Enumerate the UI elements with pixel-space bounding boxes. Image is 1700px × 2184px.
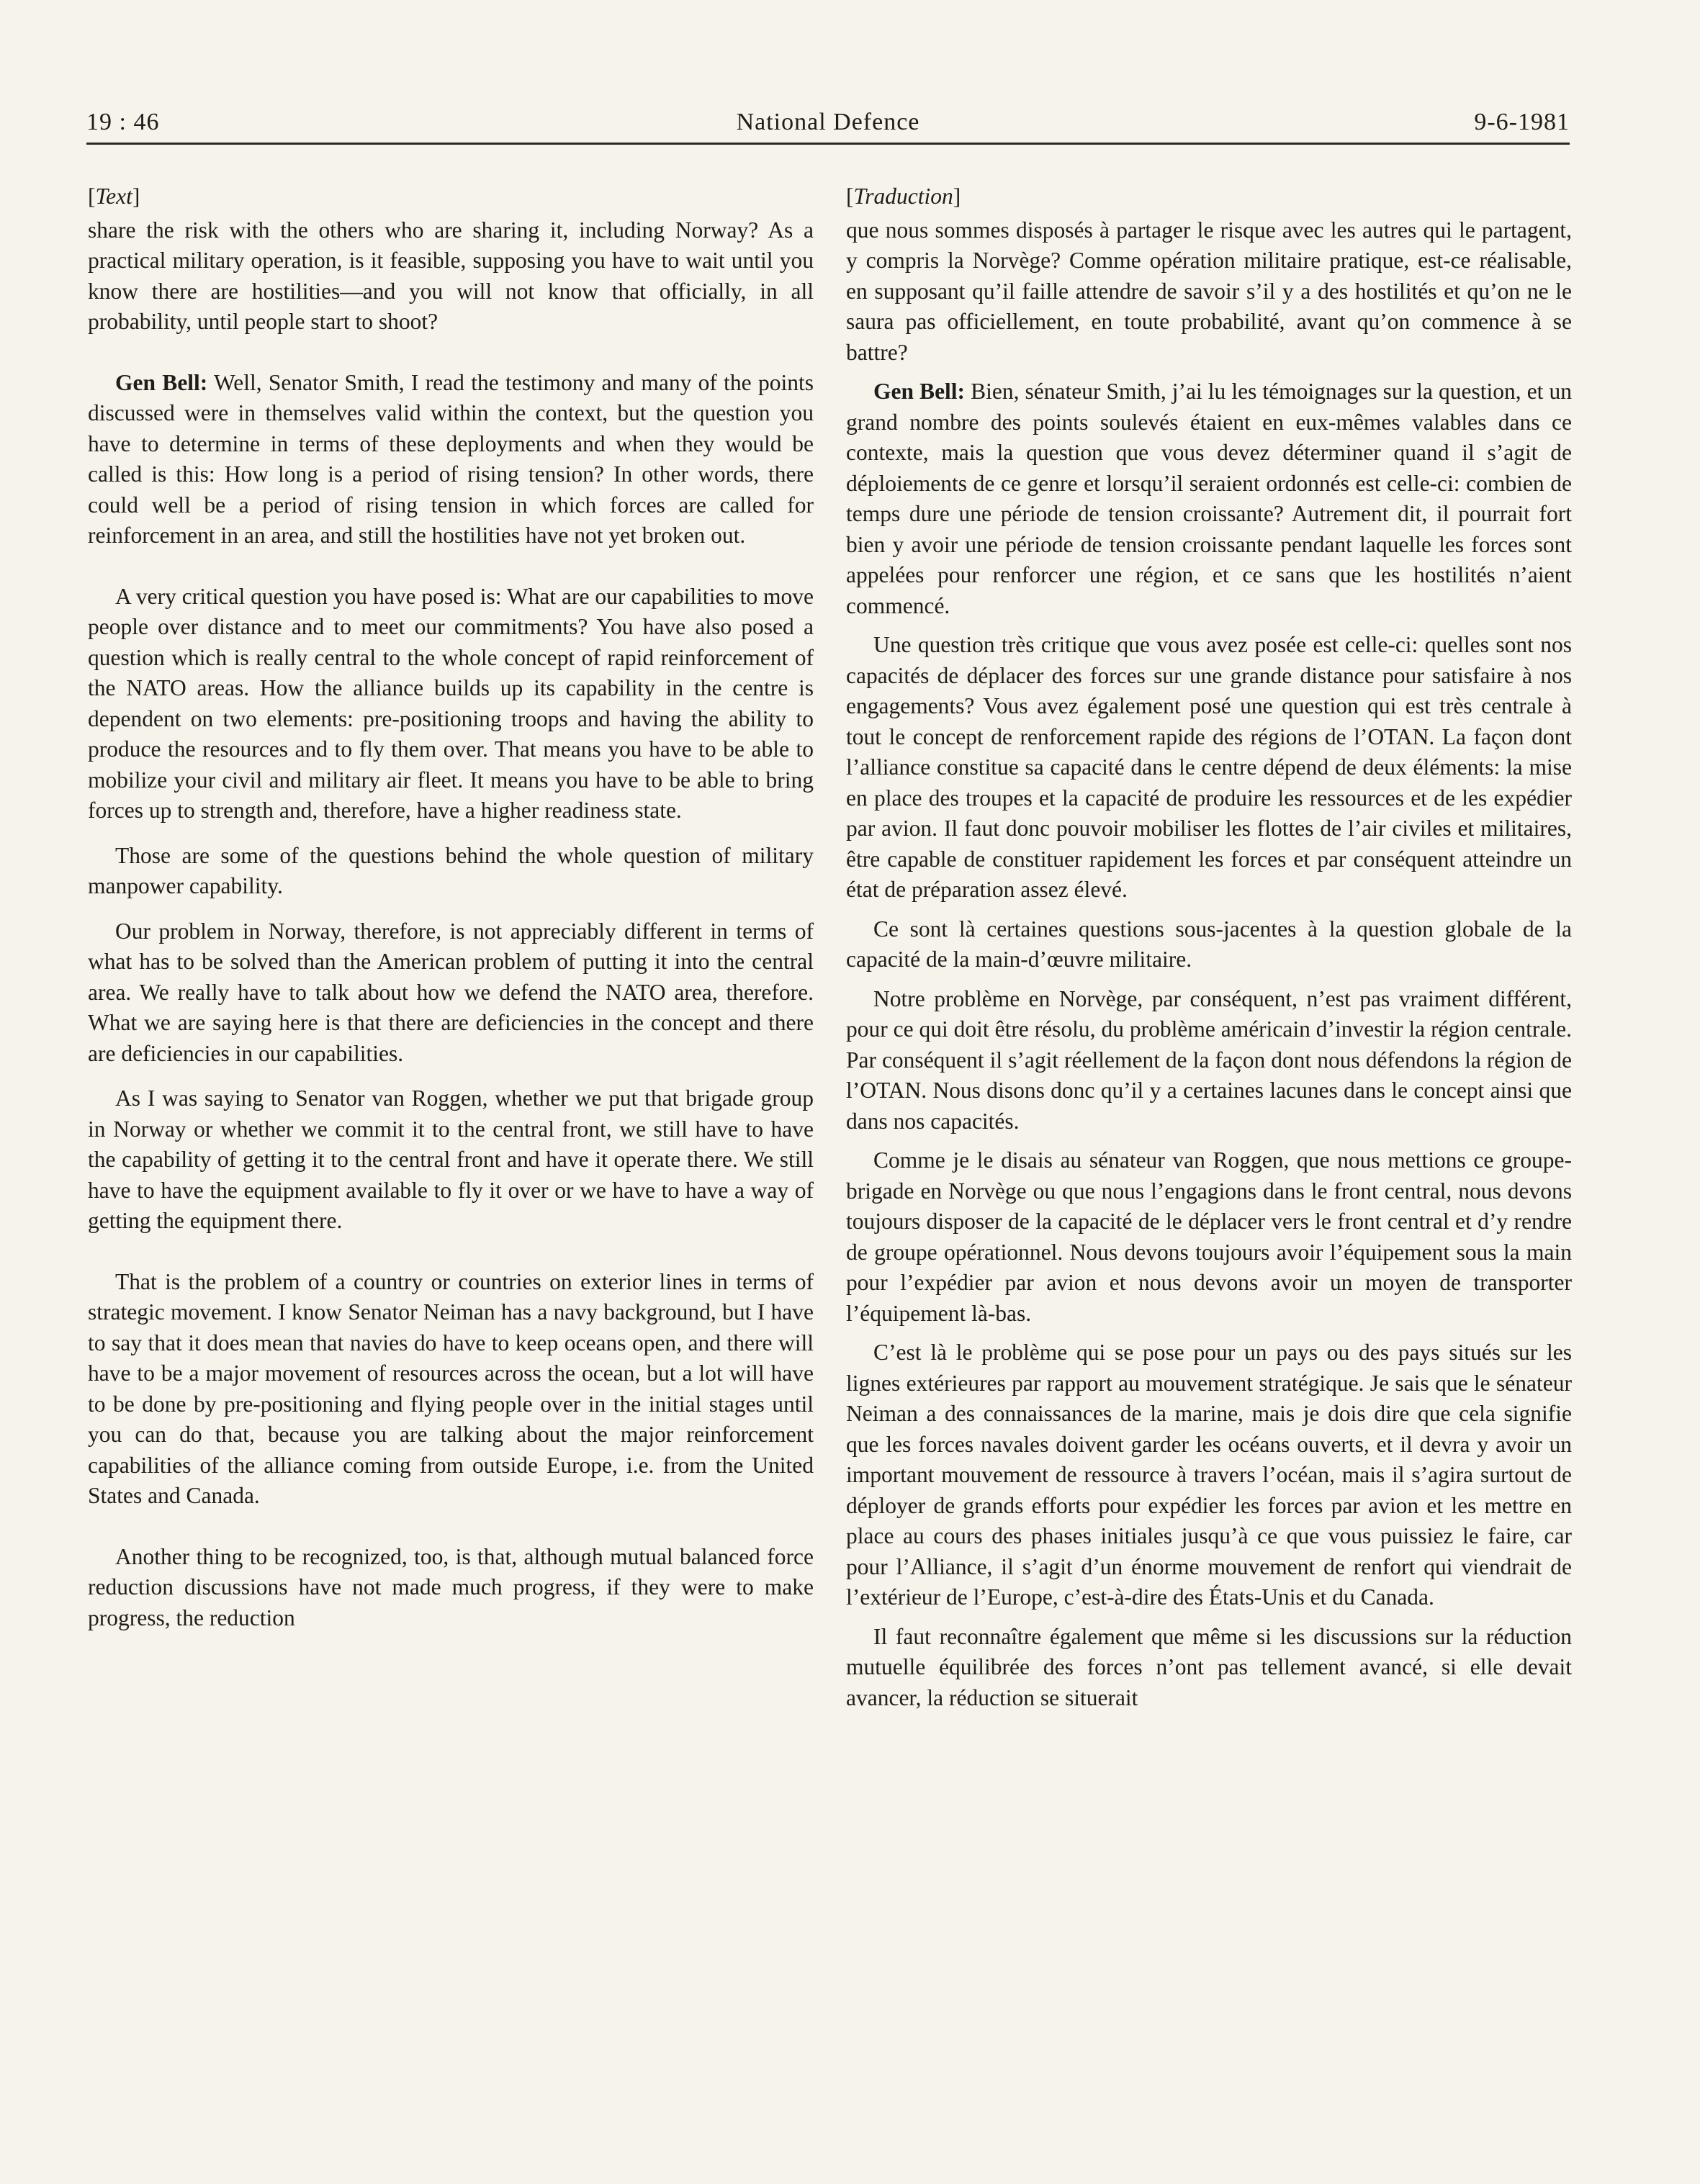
speaker-name: Gen Bell:: [873, 379, 966, 404]
paragraph: Our problem in Norway, therefore, is not appreciably different in terms of what has to be solved than the American problem of putting it into the central area. We really have to talk about how we defend the NATO area, therefore. What we are saying here is that there are deficiencies in the concept and there are deficiencies in our capabilities.: [88, 918, 814, 1066]
paragraph: Comme je le disais au sénateur van Roggen, que nous mettions ce groupe-brigade en Norvège ou que nous l’engagions dans le front central, nous devons toujours disposer de la capacité de le déplacer vers le front central et d’y rendre de groupe opérationnel. Nous devons toujours avoir l’équipement sous la main pour l’expédier par avion et nous devons avoir un moyen de transporter l’équipement là-bas.: [846, 1147, 1572, 1326]
paragraph: Notre problème en Norvège, par conséquent, n’est pas vraiment différent, pour ce qui doit être résolu, du problème américain d’investir la région centrale. Par conséquent il s’agit réellement de la façon dont nous défendons la région de l’OTAN. Nous disons donc qu’il y a certaines lacunes dans le concept ainsi que dans nos capacités.: [846, 985, 1572, 1134]
page-header: [86, 107, 1570, 143]
paragraph: Another thing to be recognized, too, is that, although mutual balanced force reduction discussions have not made much progress, if they were to make progress, the reduction: [88, 1543, 814, 1630]
paragraph: A very critical question you have posed is: What are our capabilities to move people over distance and to meet our commitments? You have also posed a question which is really central to the whole concept of rapid reinforcement of the NATO areas. How the alliance builds up its capability in the centre is dependent on two elements: pre-positioning troops and having the ability to produce the resources and to fly them over. That means you have to be able to mobilize your civil and military air fleet. It means you have to be able to bring forces up to strength and, therefore, have a higher readiness state.: [88, 583, 814, 823]
paragraph: C’est là le problème qui se pose pour un pays ou des pays situés sur les lignes extérieures par rapport au mouvement stratégique. Je sais que le sénateur Neiman a des connaissances de la marine, mais je dois dire que cela signifie que les forces navales doivent garder les océans ouverts, et il devra y avoir un important mouvement de ressource à travers l’océan, mais il s’agira surtout de déployer de grands efforts pour expédier les forces par avion et les mettre en place au cours des phases initiales jusqu’à ce que vous puissiez le faire, car pour l’Alliance, il s’agit d’un énorme mouvement de renfort qui viendrait de l’extérieur de l’Europe, c’est-à-dire des États-Unis et du Canada.: [846, 1340, 1572, 1610]
header-date: 9-6-1981: [1474, 109, 1570, 135]
column-label: [Text]: [88, 184, 140, 209]
paragraph: que nous sommes disposés à partager le risque avec les autres qui le partagent, y compris la Norvège? Comme opération militaire pratique, est-ce réalisable, en supposant qu’il faille attendre de savoir s’il y a des hostilités et qu’on ne le saura pas officiellement, en toute probabilité, avant qu’on commence à se battre?: [846, 217, 1572, 365]
paragraph: Gen Bell: Bien, sénateur Smith, j’ai lu les témoignages sur la question, et un grand nombre des points soulevés étaient en eux-mêmes valables dans ce contexte, mais la question que vous devez déterminer quand il s’agit de déploiements de ce genre et lorsqu’il seraient ordonnés est celle-ci: combien de temps dure une période de tension croissante? Autrement dit, il pourrait fort bien y avoir une période de tension croissante pendant laquelle les forces sont appelées pour renforcer une région, et ce sans que les hostilités n’aient commencé.: [846, 379, 1572, 618]
column-label: [Traduction]: [846, 184, 961, 209]
paragraph: Ce sont là certaines questions sous-jacentes à la question globale de la capacité de la main-d’œuvre militaire.: [846, 916, 1572, 972]
paragraph: Il faut reconnaître également que même si les discussions sur la réduction mutuelle équilibrée des forces n’ont pas tellement avancé, si elle devait avancer, la réduction se situerait: [846, 1623, 1572, 1710]
paragraph: Gen Bell: Well, Senator Smith, I read the testimony and many of the points discussed were in themselves valid within the context, but the question you have to determine in terms of these deployments and when they would be called is this: How long is a period of rising tension? In other words, there could well be a period of rising tension in which forces are called for reinforcement in an area, and still the hostilities have not yet broken out.: [88, 369, 814, 548]
header-rule: [86, 143, 1570, 145]
paragraph: Une question très critique que vous avez posée est celle-ci: quelles sont nos capacités de déplacer des forces sur une grande distance pour satisfaire à nos engagements? Vous avez également posé une question qui est très centrale à tout le concept de renforcement rapide des régions de l’OTAN. La façon dont l’alliance constitue sa capacité dans le centre dépend de deux éléments: la mise en place des troupes et la capacité de produire les ressources et de les expédier par avion. Il faut donc pouvoir mobiliser les flottes de l’air civiles et militaires, être capable de constituer rapidement les forces et par conséquent atteindre un état de préparation assez élevé.: [846, 632, 1572, 902]
paragraph: As I was saying to Senator van Roggen, whether we put that brigade group in Norway or whether we commit it to the central front, we still have to have the capability of getting it to the central front and have it operate there. We still have to have the equipment available to fly it over or we have to have a way of getting the equipment there.: [88, 1086, 814, 1233]
speaker-name: Gen Bell:: [115, 369, 208, 395]
running-title: National Defence: [736, 109, 920, 135]
french-column: [846, 181, 1572, 1713]
page-number: 19 : 46: [86, 109, 160, 135]
paragraph: share the risk with the others who are sharing it, including Norway? As a practical military operation, is it feasible, supposing you have to wait until you know there are hostilities—and you will not know that officially, in all probability, until people start to shoot?: [88, 217, 814, 334]
paragraph: That is the problem of a country or countries on exterior lines in terms of strategic movement. I know Senator Neiman has a navy background, but I have to say that it does mean that navies do have to keep oceans open, and there will have to be a major movement of resources across the ocean, but a lot will have to be done by pre-positioning and flying people over in the initial stages until you can do that, because you are talking about the major reinforcement capabilities of the alliance coming from outside Europe, i.e. from the United States and Canada.: [88, 1268, 814, 1508]
paragraph: Those are some of the questions behind the whole question of military manpower capability.: [88, 842, 814, 898]
english-column: [88, 181, 814, 1633]
